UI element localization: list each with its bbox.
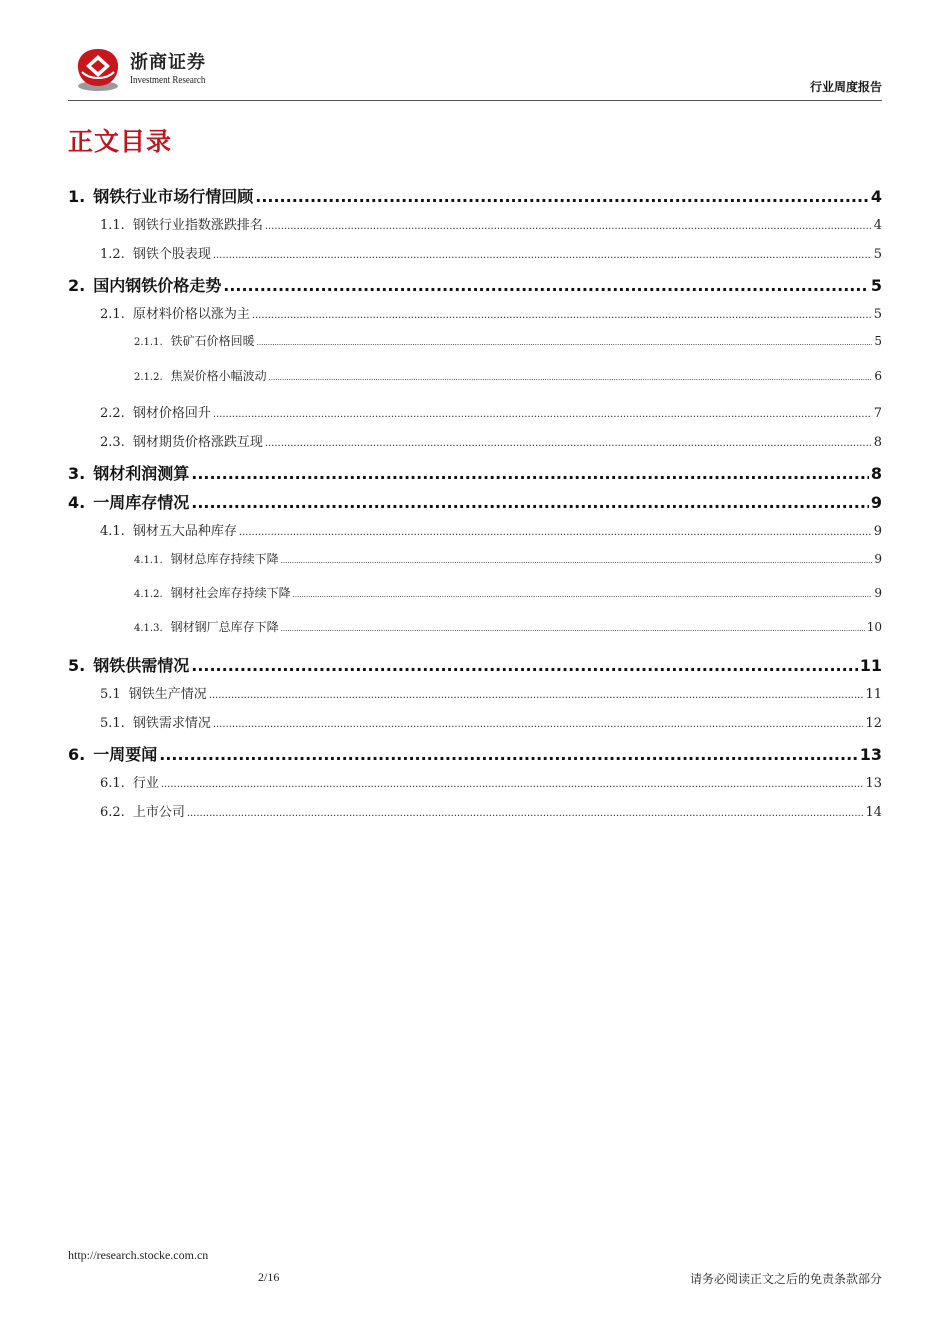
toc-entry-number: 4.1. — [100, 524, 125, 539]
toc-entry-page: 8 — [870, 464, 882, 483]
toc-entry[interactable] — [134, 550, 882, 567]
toc-entry-label — [100, 801, 185, 820]
toc-entry-number: 6. — [68, 745, 86, 764]
toc-entry-number: 2.1.1. — [134, 337, 163, 348]
toc-dot-leader — [269, 374, 873, 382]
toc-entry[interactable] — [68, 273, 882, 296]
toc-dot-leader — [293, 591, 873, 599]
toc-entry-page: 11 — [865, 687, 882, 702]
toc-entry[interactable] — [100, 801, 882, 820]
toc-entry-number: 2.1. — [100, 307, 125, 322]
toc-entry-label — [68, 184, 253, 207]
toc-entry-text: 钢材价格回升 — [132, 406, 211, 421]
toc-entry[interactable] — [100, 303, 882, 322]
stocke-logo-icon — [74, 46, 122, 92]
toc-entry-page: 13 — [859, 745, 882, 764]
toc-entry-text: 铁矿石价格回暖 — [170, 334, 255, 348]
toc-entry[interactable] — [134, 367, 882, 384]
toc-entry-number: 3. — [68, 464, 86, 483]
toc-entry-page: 7 — [873, 406, 882, 421]
toc-entry-text: 上市公司 — [132, 805, 185, 820]
toc-entry-text: 钢材五大品种库存 — [132, 524, 237, 539]
toc-entry-number: 6.2. — [100, 805, 125, 820]
toc-entry-number: 4.1.3. — [134, 623, 163, 634]
toc-dot-leader — [191, 656, 858, 675]
toc-entry[interactable] — [100, 431, 882, 450]
toc-entry[interactable] — [100, 214, 882, 233]
toc-entry-page: 8 — [873, 435, 882, 450]
toc-entry[interactable] — [100, 520, 882, 539]
toc-entry-page: 14 — [865, 805, 882, 820]
toc-entry[interactable] — [100, 772, 882, 791]
toc-dot-leader — [265, 438, 872, 449]
toc-dot-leader — [213, 409, 872, 420]
toc-entry-label — [100, 303, 250, 322]
toc-entry[interactable] — [100, 402, 882, 421]
toc-entry-text: 钢材期货价格涨跌互现 — [132, 435, 263, 450]
toc-entry-number: 1.2. — [100, 247, 125, 262]
toc-entry-page: 6 — [874, 369, 882, 383]
toc-entry-page: 12 — [865, 716, 882, 731]
toc-entry-page: 9 — [874, 586, 882, 600]
toc-entry-page: 11 — [859, 656, 882, 675]
toc-entry-label — [100, 431, 263, 450]
toc-entry-label — [68, 742, 157, 765]
toc-entry-text: 钢材钢厂总库存下降 — [170, 620, 279, 634]
toc-entry-label — [100, 402, 211, 421]
toc-entry-number: 1.1. — [100, 218, 125, 233]
toc-entry-text: 钢材社会库存持续下降 — [170, 586, 291, 600]
toc-entry-text: 行业 — [132, 776, 159, 791]
toc-entry-text: 国内钢铁价格走势 — [93, 276, 222, 295]
toc-dot-leader — [191, 464, 869, 483]
toc-entry[interactable] — [134, 618, 882, 635]
toc-title: 正文目录 — [68, 127, 173, 156]
toc-entry-page: 10 — [866, 620, 882, 634]
toc-entry-text: 钢材利润测算 — [93, 464, 190, 483]
toc-entry[interactable] — [100, 243, 882, 262]
toc-entry-text: 钢铁行业市场行情回顾 — [93, 187, 254, 206]
toc-entry[interactable] — [134, 332, 882, 349]
toc-entry-number: 5.1. — [100, 716, 125, 731]
toc-entry-page: 13 — [865, 776, 882, 791]
toc-dot-leader — [252, 310, 872, 321]
toc-dot-leader — [191, 493, 869, 512]
toc-entry-label — [100, 772, 159, 791]
toc-entry-text: 钢铁生产情况 — [128, 687, 207, 702]
toc-dot-leader — [213, 250, 872, 261]
toc-entry-number: 2.3. — [100, 435, 125, 450]
toc-entry-page: 5 — [870, 276, 882, 295]
toc-entry[interactable] — [68, 184, 882, 207]
toc-entry-text: 钢材总库存持续下降 — [170, 552, 279, 566]
toc-dot-leader — [239, 527, 872, 538]
toc-dot-leader — [281, 557, 873, 565]
toc-entry-text: 钢铁供需情况 — [93, 656, 190, 675]
report-type: 行业周度报告 — [809, 80, 882, 94]
toc-dot-leader — [213, 719, 864, 730]
page-number: 2/16 — [258, 1270, 280, 1284]
toc-entry-number: 4. — [68, 493, 86, 512]
toc-entry-text: 原材料价格以涨为主 — [132, 307, 250, 322]
toc-entry-label — [100, 243, 211, 262]
toc-dot-leader — [161, 779, 864, 790]
toc-entry-text: 钢铁需求情况 — [132, 716, 211, 731]
toc-entry-page: 5 — [874, 334, 882, 348]
disclaimer-note: 请务必阅读正文之后的免责条款部分 — [689, 1272, 882, 1286]
toc-entry[interactable] — [68, 742, 882, 765]
toc-entry-page: 4 — [870, 187, 882, 206]
toc-entry-page: 9 — [874, 552, 882, 566]
toc-entry-page: 5 — [873, 307, 882, 322]
toc-entry-label — [100, 712, 211, 731]
toc-entry-label — [100, 214, 263, 233]
footer-url[interactable]: http://research.stocke.com.cn — [68, 1248, 209, 1262]
toc-dot-leader — [255, 187, 869, 206]
toc-entry-number: 6.1. — [100, 776, 125, 791]
toc-entry-page: 9 — [870, 493, 882, 512]
toc-entry-page: 9 — [873, 524, 882, 539]
toc-entry-number: 4.1.2. — [134, 589, 163, 600]
page-header — [68, 40, 882, 101]
toc-entry-label — [68, 653, 189, 676]
toc-entry-number: 2.1.2. — [134, 372, 163, 383]
brand-name-en: Investment Research — [130, 74, 206, 86]
brand-name-cn: 浙商证券 — [130, 52, 206, 73]
toc-entry-number: 5. — [68, 656, 86, 675]
toc-entry-number: 4.1.1. — [134, 555, 163, 566]
toc-entry[interactable] — [134, 584, 882, 601]
toc-entry-label — [134, 618, 279, 635]
toc-entry-number: 2. — [68, 276, 86, 295]
toc-entry[interactable] — [68, 461, 882, 484]
toc-dot-leader — [209, 690, 864, 701]
toc-entry-page: 5 — [873, 247, 882, 262]
toc-entry-label — [68, 490, 189, 513]
toc-entry-label — [100, 683, 207, 702]
toc-dot-leader — [281, 625, 865, 633]
toc-entry-page: 4 — [873, 218, 882, 233]
toc-entry-label — [100, 520, 237, 539]
toc-entry[interactable] — [68, 653, 882, 676]
toc-entry-number: 2.2. — [100, 406, 125, 421]
toc-entry[interactable] — [100, 712, 882, 731]
toc-dot-leader — [265, 221, 872, 232]
toc-dot-leader — [257, 339, 873, 347]
toc-entry-text: 一周要闻 — [93, 745, 158, 764]
toc-entry-label — [134, 584, 291, 601]
toc-entry-number: 5.1 — [100, 687, 121, 702]
toc-entry[interactable] — [100, 683, 882, 702]
toc-dot-leader — [187, 808, 864, 819]
toc-entry-label — [134, 367, 267, 384]
toc-entry[interactable] — [68, 490, 882, 513]
toc-entry-label — [134, 550, 279, 567]
toc-entry-label — [68, 461, 189, 484]
toc-dot-leader — [223, 276, 869, 295]
toc-entry-text: 钢铁行业指数涨跌排名 — [132, 218, 263, 233]
toc-entry-number: 1. — [68, 187, 86, 206]
toc-entry-text: 钢铁个股表现 — [132, 247, 211, 262]
toc-entry-text: 焦炭价格小幅波动 — [170, 369, 267, 383]
toc-entry-label — [134, 332, 255, 349]
toc-entry-text: 一周库存情况 — [93, 493, 190, 512]
toc-dot-leader — [159, 745, 858, 764]
toc-entry-label — [68, 273, 221, 296]
